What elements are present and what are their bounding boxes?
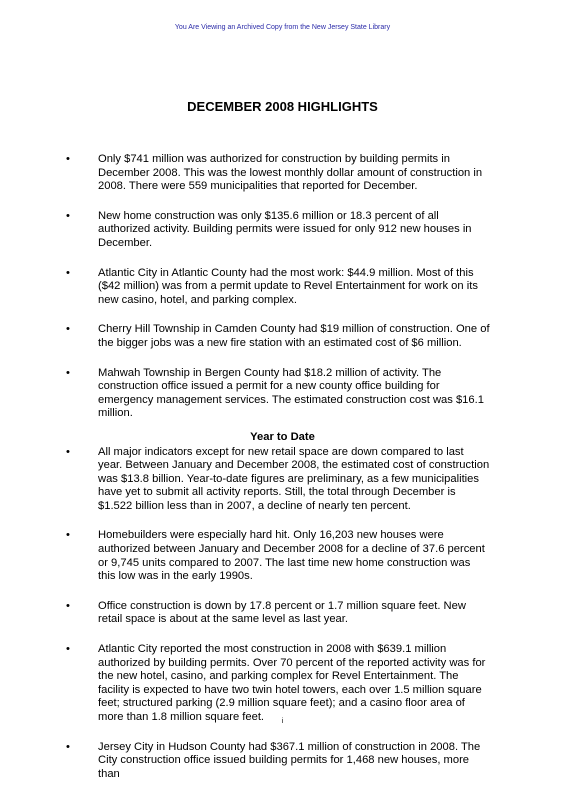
bullet-icon: • bbox=[66, 599, 70, 612]
list-item bbox=[0, 153, 490, 194]
list-item-text: New home construction was only $135.6 million or 18.3 percent of all authorized activity. Building permits were issued for only 912 new houses in December. bbox=[98, 209, 472, 249]
list-item-text: Cherry Hill Township in Camden County had $19 million of construction. One of the bigger jobs was a new fire station with an estimated cost of $6 million. bbox=[98, 323, 490, 349]
page-title: DECEMBER 2008 HIGHLIGHTS bbox=[187, 99, 378, 114]
list-item bbox=[0, 600, 490, 627]
list-item-text: Homebuilders were especially hard hit. Only 16,203 new houses were authorized between January and December 2008 for a decline of 37.6 percent or 9,745 units compared to 2007. The last time new home construction was this low was in the early 1990s. bbox=[98, 529, 485, 583]
bullet-icon: • bbox=[66, 740, 70, 753]
bullet-icon: • bbox=[66, 366, 70, 379]
list-item-text: All major indicators except for new retail space are down compared to last year. Between January and December 2008, the estimated cost of construction was $13.8 billion. Year-to-date figures are preliminary, as a few municipalities have yet to submit all activity reports. Still, the total through December is $1.522 billion less than in 2007, a decline of nearly ten percent. bbox=[98, 445, 490, 512]
bullet-icon: • bbox=[66, 209, 70, 222]
bullet-icon: • bbox=[66, 445, 70, 458]
section-heading-year-to-date: Year to Date bbox=[250, 430, 315, 443]
list-item bbox=[0, 643, 490, 725]
list-item bbox=[0, 529, 490, 583]
bullet-icon: • bbox=[66, 529, 70, 542]
list-item-text: Atlantic City reported the most construction in 2008 with $639.1 million authorized by building permits. Over 70 percent of the reported activity was for the new hotel, casino, and parking complex for Revel Entertainment. The facility is expected to have two twin hotel towers, each over 1.5 million square feet; structured parking (2.9 million square feet); and a casino floor area of more than 1.8 million square feet. bbox=[98, 643, 486, 723]
bullet-icon: • bbox=[66, 643, 70, 656]
list-item bbox=[0, 446, 490, 514]
page-number: i bbox=[281, 718, 284, 725]
document-body bbox=[0, 153, 565, 797]
bullet-icon: • bbox=[66, 266, 70, 279]
bullet-icon: • bbox=[66, 153, 70, 165]
list-item bbox=[0, 267, 490, 308]
list-item-text: Atlantic City in Atlantic County had the most work: $44.9 million. Most of this ($42 million) was from a permit update to Revel Entertainment for work on its new casino, hotel, and parking complex. bbox=[98, 266, 478, 306]
list-item-text: Jersey City in Hudson County had $367.1 million of construction in 2008. The City construction office issued building permits for 1,468 new houses, more than bbox=[98, 740, 481, 780]
list-item-text: Office construction is down by 17.8 percent or 1.7 million square feet. New retail space is about at the same level as last year. bbox=[98, 599, 466, 626]
list-item bbox=[0, 741, 490, 782]
list-item bbox=[0, 367, 490, 421]
archive-banner: You Are Viewing an Archived Copy from the New Jersey State Library bbox=[174, 24, 391, 31]
list-item bbox=[0, 210, 490, 251]
list-item bbox=[0, 323, 490, 350]
bullet-icon: • bbox=[66, 323, 70, 336]
list-item-text: Only $741 million was authorized for construction by building permits in December 2008. This was the lowest monthly dollar amount of construction in 2008. There were 559 municipalities that reported for December. bbox=[98, 153, 483, 193]
list-item-text: Mahwah Township in Bergen County had $18.2 million of activity. The construction office issued a permit for a new county office building for emergency management services. The estimated construction cost was $16.1 million. bbox=[98, 366, 484, 420]
